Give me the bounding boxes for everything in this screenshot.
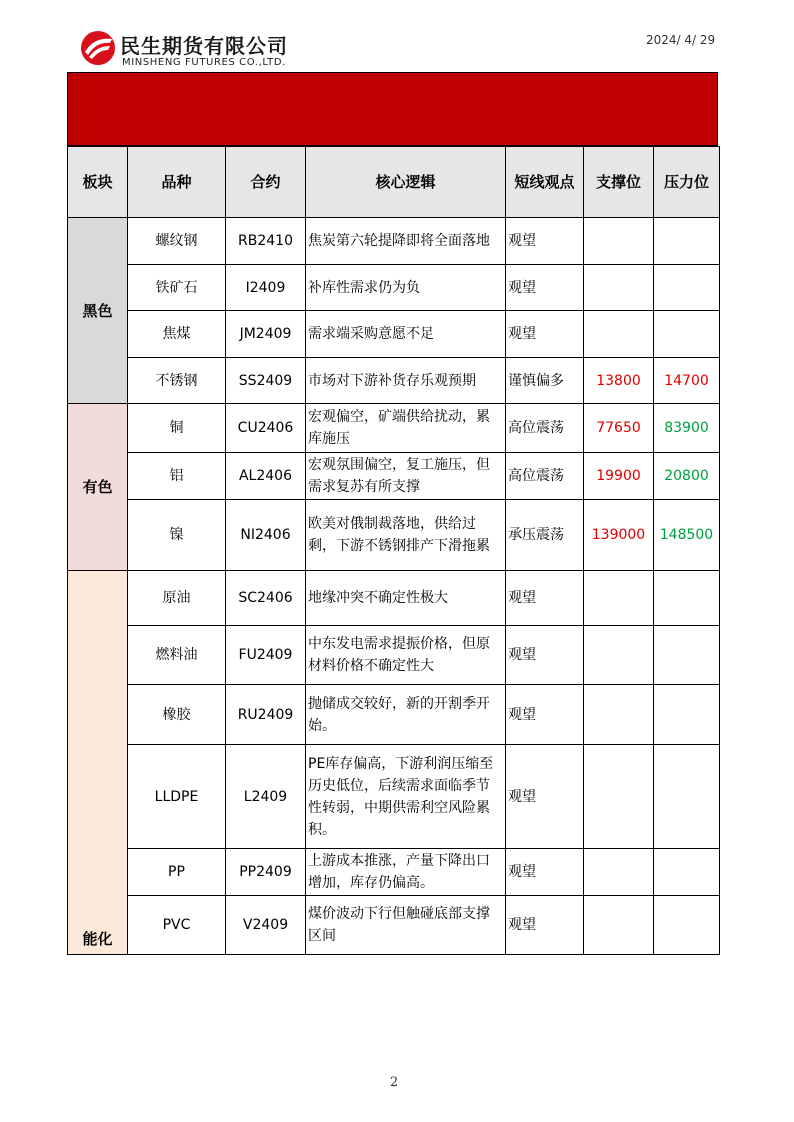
logic-cell: 宏观氛围偏空，复工施压，但需求复苏有所支撑 xyxy=(306,453,506,500)
view-cell: 观望 xyxy=(506,896,584,955)
company-name-en: MINSHENG FUTURES CO.,LTD. xyxy=(122,57,286,68)
logic-cell: 中东发电需求提振价格，但原材料价格不确定性大 xyxy=(306,626,506,685)
sector-cell: 黑色 xyxy=(68,218,128,404)
variety-cell: 铝 xyxy=(128,453,226,500)
table-row xyxy=(68,745,720,849)
sector-cell: 有色 xyxy=(68,404,128,571)
view-cell: 承压震荡 xyxy=(506,500,584,571)
variety-cell: 不锈钢 xyxy=(128,358,226,404)
view-cell: 观望 xyxy=(506,626,584,685)
variety-cell: 螺纹钢 xyxy=(128,218,226,265)
view-cell: 观望 xyxy=(506,265,584,311)
contract-cell: PP2409 xyxy=(226,849,306,896)
logic-cell: 市场对下游补货存乐观预期 xyxy=(306,358,506,404)
view-cell: 高位震荡 xyxy=(506,404,584,453)
logic-cell: 煤价波动下行但触碰底部支撑区间 xyxy=(306,896,506,955)
resistance-cell xyxy=(654,685,720,745)
table-header-row xyxy=(68,147,720,218)
resistance-cell xyxy=(654,571,720,626)
header-banner xyxy=(67,72,718,146)
contract-cell: NI2406 xyxy=(226,500,306,571)
variety-cell: 镍 xyxy=(128,500,226,571)
contract-cell: V2409 xyxy=(226,896,306,955)
contract-cell: SS2409 xyxy=(226,358,306,404)
column-header: 支撑位 xyxy=(584,147,654,218)
logic-cell: PE库存偏高，下游利润压缩至历史低位，后续需求面临季节性转弱，中期供需利空风险累积。 xyxy=(306,745,506,849)
table-row xyxy=(68,896,720,955)
support-cell xyxy=(584,311,654,358)
logic-cell: 欧美对俄制裁落地，供给过剩，下游不锈钢排产下滑拖累 xyxy=(306,500,506,571)
variety-cell: 铁矿石 xyxy=(128,265,226,311)
column-header: 短线观点 xyxy=(506,147,584,218)
resistance-cell: 148500 xyxy=(654,500,720,571)
support-cell: 13800 xyxy=(584,358,654,404)
support-cell: 19900 xyxy=(584,453,654,500)
futures-table xyxy=(67,146,720,955)
view-cell: 观望 xyxy=(506,311,584,358)
variety-cell: PVC xyxy=(128,896,226,955)
column-header: 核心逻辑 xyxy=(306,147,506,218)
contract-cell: JM2409 xyxy=(226,311,306,358)
resistance-cell: 83900 xyxy=(654,404,720,453)
table-row xyxy=(68,626,720,685)
column-header: 合约 xyxy=(226,147,306,218)
table-row xyxy=(68,358,720,404)
logic-cell: 补库性需求仍为负 xyxy=(306,265,506,311)
view-cell: 高位震荡 xyxy=(506,453,584,500)
view-cell: 观望 xyxy=(506,849,584,896)
variety-cell: PP xyxy=(128,849,226,896)
table-row xyxy=(68,571,720,626)
contract-cell: AL2406 xyxy=(226,453,306,500)
table-row xyxy=(68,218,720,265)
resistance-cell: 14700 xyxy=(654,358,720,404)
support-cell: 139000 xyxy=(584,500,654,571)
table-row xyxy=(68,404,720,453)
page-number: 2 xyxy=(390,1075,399,1090)
company-logo xyxy=(80,30,320,72)
logic-cell: 焦炭第六轮提降即将全面落地 xyxy=(306,218,506,265)
column-header: 压力位 xyxy=(654,147,720,218)
variety-cell: 焦煤 xyxy=(128,311,226,358)
table-row xyxy=(68,500,720,571)
view-cell: 观望 xyxy=(506,218,584,265)
report-date: 2024/ 4/ 29 xyxy=(646,33,716,47)
contract-cell: L2409 xyxy=(226,745,306,849)
contract-cell: SC2406 xyxy=(226,571,306,626)
resistance-cell xyxy=(654,218,720,265)
logic-cell: 抛储成交较好，新的开割季开始。 xyxy=(306,685,506,745)
variety-cell: 原油 xyxy=(128,571,226,626)
logic-cell: 需求端采购意愿不足 xyxy=(306,311,506,358)
resistance-cell xyxy=(654,849,720,896)
logic-cell: 上游成本推涨，产量下降出口增加，库存仍偏高。 xyxy=(306,849,506,896)
table-row xyxy=(68,453,720,500)
support-cell xyxy=(584,685,654,745)
company-name-cn: 民生期货有限公司 xyxy=(120,34,288,58)
support-cell xyxy=(584,849,654,896)
column-header: 板块 xyxy=(68,147,128,218)
support-cell: 77650 xyxy=(584,404,654,453)
variety-cell: 燃料油 xyxy=(128,626,226,685)
resistance-cell xyxy=(654,626,720,685)
logic-cell: 地缘冲突不确定性极大 xyxy=(306,571,506,626)
table-row xyxy=(68,849,720,896)
view-cell: 观望 xyxy=(506,685,584,745)
support-cell xyxy=(584,218,654,265)
view-cell: 观望 xyxy=(506,571,584,626)
support-cell xyxy=(584,571,654,626)
column-header: 品种 xyxy=(128,147,226,218)
view-cell: 观望 xyxy=(506,745,584,849)
logic-cell: 宏观偏空，矿端供给扰动，累库施压 xyxy=(306,404,506,453)
support-cell xyxy=(584,745,654,849)
variety-cell: LLDPE xyxy=(128,745,226,849)
contract-cell: FU2409 xyxy=(226,626,306,685)
support-cell xyxy=(584,265,654,311)
resistance-cell xyxy=(654,896,720,955)
contract-cell: RU2409 xyxy=(226,685,306,745)
resistance-cell xyxy=(654,745,720,849)
contract-cell: RB2410 xyxy=(226,218,306,265)
view-cell: 谨慎偏多 xyxy=(506,358,584,404)
resistance-cell xyxy=(654,311,720,358)
resistance-cell: 20800 xyxy=(654,453,720,500)
variety-cell: 橡胶 xyxy=(128,685,226,745)
table-row xyxy=(68,311,720,358)
resistance-cell xyxy=(654,265,720,311)
contract-cell: I2409 xyxy=(226,265,306,311)
variety-cell: 铜 xyxy=(128,404,226,453)
contract-cell: CU2406 xyxy=(226,404,306,453)
support-cell xyxy=(584,896,654,955)
sector-cell: 能化 xyxy=(68,571,128,955)
minsheng-logo-icon xyxy=(80,30,116,66)
table-row xyxy=(68,685,720,745)
support-cell xyxy=(584,626,654,685)
table-row xyxy=(68,265,720,311)
